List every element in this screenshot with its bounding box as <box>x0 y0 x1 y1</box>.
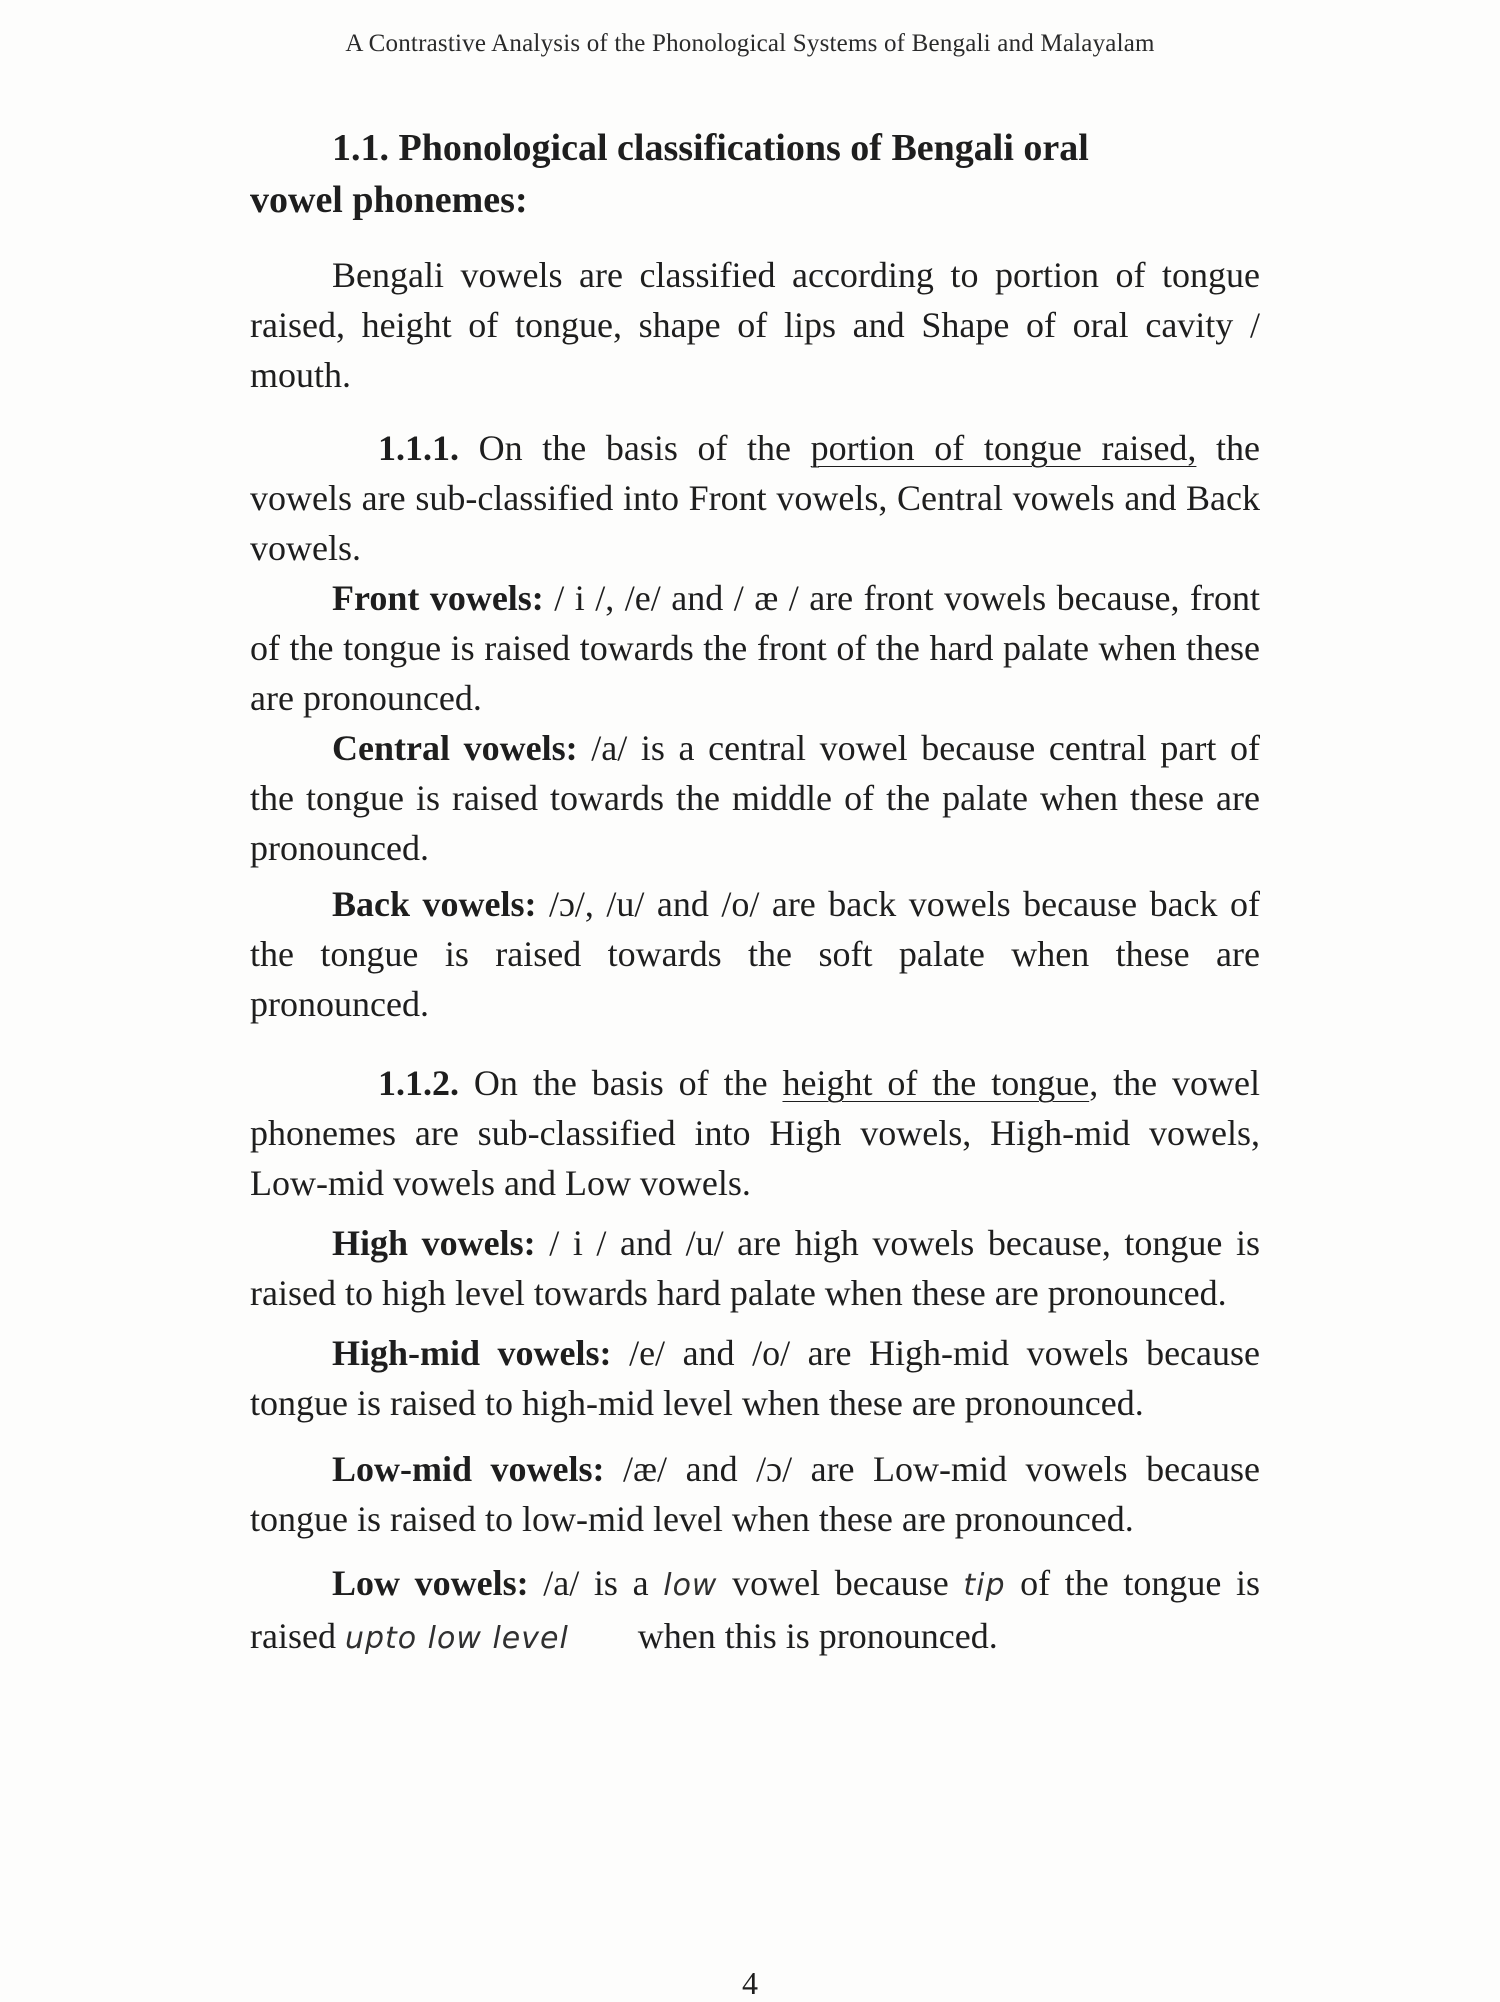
section-heading <box>250 122 1260 226</box>
sub1-intro <box>250 423 1260 573</box>
back-vowels-label: Back vowels: <box>332 884 537 924</box>
high-mid-vowels-text: /e/ and /o/ are High-mid vowels because tongue is raised to high-mid level when these are pronounced. <box>250 1333 1260 1423</box>
sub2-intro <box>250 1058 1260 1208</box>
back-vowels-paragraph <box>250 879 1260 1029</box>
sub2-rest: , the vowel phonemes are sub-classified into High vowels, High-mid vowels, Low-mid vowels and Low vowels. <box>250 1063 1260 1203</box>
low-vowels-label: Low vowels: <box>332 1563 529 1603</box>
front-vowels-text: / i /, /e/ and / æ / are front vowels because, front of the tongue is raised towards the front of the hard palate when these are pronounced. <box>250 578 1260 718</box>
back-vowels-text: /ɔ/, /u/ and /o/ are back vowels because back of the tongue is raised towards the soft palate when these are pronounced. <box>250 884 1260 1024</box>
low-vowels-text-1: /a/ is a <box>543 1563 649 1603</box>
central-vowels-paragraph <box>250 723 1260 873</box>
page-number: 4 <box>742 1965 758 2001</box>
handwritten-phrase-upto-low-level: upto low level <box>344 1621 569 1656</box>
running-header: A Contrastive Analysis of the Phonological Systems of Bengali and Malayalam <box>345 30 1155 57</box>
handwritten-word-low: low <box>663 1568 718 1603</box>
low-vowels-text-3: of the tongue is raised <box>250 1563 1261 1656</box>
sub1-lead: On the basis of the <box>478 428 792 468</box>
low-mid-vowels-paragraph <box>250 1444 1260 1544</box>
low-vowels-text-2: vowel because <box>732 1563 949 1603</box>
sub1-underlined-term: portion of tongue raised, <box>810 428 1197 468</box>
handwritten-word-tip: tip <box>963 1568 1006 1603</box>
high-vowels-text: / i / and /u/ are high vowels because, tongue is raised to high level towards hard palate when these are pronounced. <box>250 1223 1261 1313</box>
low-vowels-text-4: when this is pronounced. <box>637 1616 998 1656</box>
front-vowels-paragraph <box>250 573 1260 723</box>
sub2-underlined-term: height of the tongue <box>782 1063 1090 1103</box>
high-vowels-label: High vowels: <box>332 1223 536 1263</box>
low-vowels-paragraph <box>250 1558 1260 1664</box>
section-heading-line1: 1.1. Phonological classifications of Bengali oral <box>332 127 1089 169</box>
high-mid-vowels-paragraph <box>250 1328 1260 1428</box>
intro-text: Bengali vowels are classified according to portion of tongue raised, height of tongue, shape of lips and Shape of oral cavity / mouth. <box>250 255 1260 395</box>
subsection-1-1-2 <box>250 1058 1260 1664</box>
central-vowels-text: /a/ is a central vowel because central part of the tongue is raised towards the middle of the palate when these are pronounced. <box>250 728 1261 868</box>
intro-paragraph <box>250 250 1260 400</box>
sub1-rest: the vowels are sub-classified into Front vowels, Central vowels and Back vowels. <box>250 428 1261 568</box>
sub2-number: 1.1.2. <box>378 1063 459 1103</box>
sub1-number: 1.1.1. <box>378 428 459 468</box>
central-vowels-label: Central vowels: <box>332 728 578 768</box>
front-vowels-label: Front vowels: <box>332 578 544 618</box>
high-vowels-paragraph <box>250 1218 1260 1318</box>
sub2-lead: On the basis of the <box>473 1063 768 1103</box>
subsection-1-1-1 <box>250 423 1260 1029</box>
low-mid-vowels-text: /æ/ and /ɔ/ are Low-mid vowels because tongue is raised to low-mid level when these are pronounced. <box>250 1449 1260 1539</box>
section-heading-line2: vowel phonemes: <box>250 179 528 221</box>
high-mid-vowels-label: High-mid vowels: <box>332 1333 612 1373</box>
low-mid-vowels-label: Low-mid vowels: <box>332 1449 605 1489</box>
